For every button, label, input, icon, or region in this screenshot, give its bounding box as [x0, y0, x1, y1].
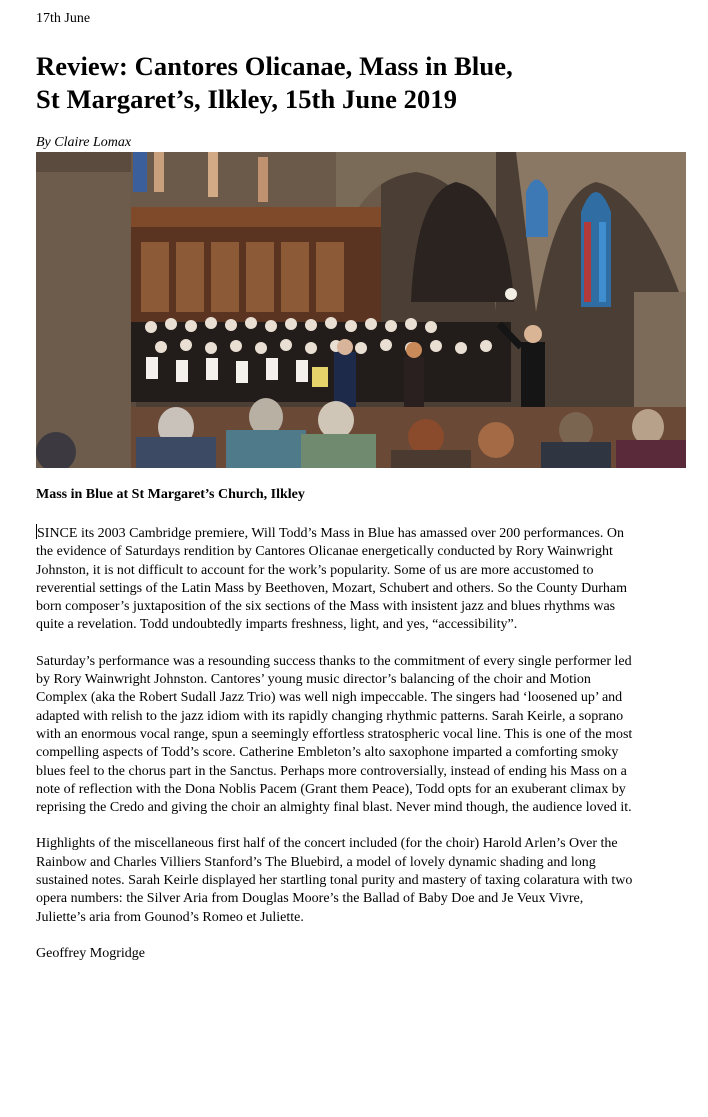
concert-photo — [36, 152, 686, 468]
byline: By Claire Lomax — [36, 135, 132, 150]
post-date: 17th June — [36, 11, 91, 26]
photo-caption: Mass in Blue at St Margaret’s Church, Ilkley — [36, 487, 305, 502]
paragraph-1-text: SINCE its 2003 Cambridge premiere, Will Todd’s Mass in Blue has amassed over 200 performances. On the evidence of Saturdays rendition by Cantores Olicanae energetically conducted by Rory Wainwright Johnston, it is not difficult to account for the work’s popularity. Some of us are more accustomed to reverential settings of the Latin Mass by Beethoven, Mozart, Schubert and others. So the County Durham born composer’s juxtaposition of the six sections of the Mass with insistent jazz and blues rhythms was quite a revelation. Todd undoubtedly imparts freshness, light, and yes, “accessibility”. — [36, 526, 627, 633]
article-title — [36, 50, 686, 116]
title-line-1: Review: Cantores Olicanae, Mass in Blue, — [36, 51, 513, 81]
paragraph-1 — [36, 524, 636, 635]
title-line-2: St Margaret’s, Ilkley, 15th June 2019 — [36, 84, 458, 114]
author-signature: Geoffrey Mogridge — [36, 945, 145, 961]
paragraph-2: Saturday’s performance was a resounding success thanks to the commitment of every single performer led by Rory Wainwright Johnston. Cantores’ young music director’s balancing of the choir and Motion Complex (aka the Robert Sudall Jazz Trio) was well nigh impeccable. The singers had ‘loosened up’ and adapted with relish to the jazz idiom with its rapidly changing rhythmic patterns. Sarah Keirle, a soprano with an enormous vocal range, spun a seemingly effortless stratospheric vocal line. This is one of the most compelling aspects of Todd’s score. Catherine Embleton’s alto saxophone imparted a comforting smoky blues feel to the chorus part in the Sanctus. Perhaps more controversially, instead of ending his Mass on a note of reflection with the Dona Noblis Pacem (Grant them Peace), Todd opts for an exuberant climax by reprising the Credo and giving the choir an almighty final blast. Never mind though, the audience loved it. — [36, 653, 633, 816]
article-body — [36, 524, 636, 962]
paragraph-3: Highlights of the miscellaneous first half of the concert included (for the choir) Harold Arlen’s Over the Rainbow and Charles Villiers Stanford’s The Bluebird, a model of lovely dynamic shading and long sustained notes. Sarah Keirle displayed her startling tonal purity and mastery of taxing colaratura with two opera numbers: the Silver Aria from Douglas Moore’s the Ballad of Baby Doe and Je Veux Vivre, Juliette’s aria from Gounod’s Romeo et Juliette. — [36, 836, 633, 925]
